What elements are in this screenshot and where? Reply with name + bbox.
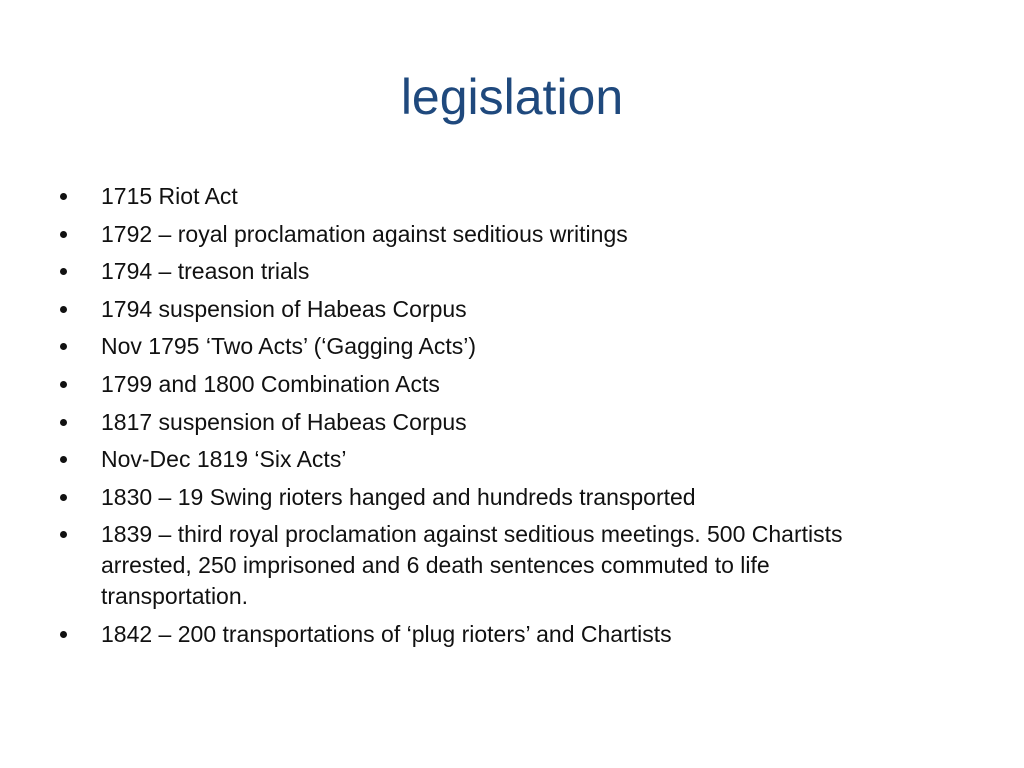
list-item <box>60 369 940 400</box>
list-item <box>60 444 940 475</box>
list-item <box>60 619 940 650</box>
list-item <box>60 181 940 212</box>
list-item-text: 1799 and 1800 Combination Acts <box>101 370 440 397</box>
bullet-icon <box>60 631 67 638</box>
bullet-icon <box>60 381 67 388</box>
bullet-icon <box>60 306 67 313</box>
list-item-text: 1715 Riot Act <box>101 183 238 209</box>
bullet-list <box>60 181 940 657</box>
list-item <box>60 294 940 325</box>
bullet-icon <box>60 494 67 501</box>
list-item-text: 1794 suspension of Habeas Corpus <box>101 295 467 322</box>
list-item <box>60 519 940 612</box>
list-item-text: 1830 – 19 Swing rioters hanged and hundreds transported <box>101 483 696 510</box>
list-item <box>60 219 940 250</box>
bullet-icon <box>60 343 67 350</box>
list-item-text: Nov 1795 ‘Two Acts’ (‘Gagging Acts’) <box>101 333 476 360</box>
list-item <box>60 482 940 513</box>
bullet-icon <box>60 456 67 463</box>
bullet-icon <box>60 268 67 275</box>
bullet-icon <box>60 193 67 200</box>
list-item-text: Nov-Dec 1819 ‘Six Acts’ <box>101 446 347 473</box>
list-item <box>60 407 940 438</box>
bullet-icon <box>60 419 67 426</box>
slide-title: legislation <box>400 69 624 125</box>
bullet-icon <box>60 531 67 538</box>
list-item-text: 1817 suspension of Habeas Corpus <box>101 408 467 435</box>
list-item-text: 1794 – treason trials <box>101 258 310 285</box>
list-item-text: 1842 – 200 transportations of ‘plug rioters’ and Chartists <box>101 620 672 647</box>
list-item-text: 1839 – third royal proclamation against seditious meetings. 500 Chartists arrested, 250 imprisoned and 6 death sentences commuted to life transportation. <box>101 521 843 610</box>
list-item <box>60 331 940 362</box>
list-item-text: 1792 – royal proclamation against seditious writings <box>101 220 628 247</box>
list-item <box>60 256 940 287</box>
bullet-icon <box>60 231 67 238</box>
